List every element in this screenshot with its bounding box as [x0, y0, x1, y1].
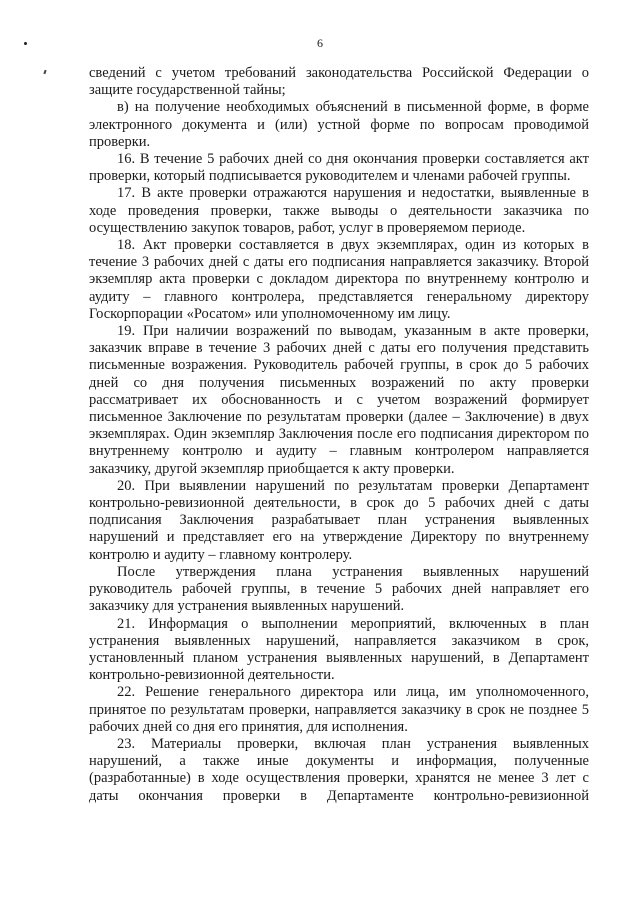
paragraph: 21. Информация о выполнении мероприятий, включенных в план устранения выявленных нарушений, направляется заказчиком в срок, установленный планом устранения выявленных нарушений, в Департамент контрольно-ревизионной деятельности. — [89, 615, 589, 684]
paragraph: в) на получение необходимых объяснений в письменной форме, в форме электронного документа и (или) устной форме по вопросам проводимой проверки. — [89, 99, 589, 150]
scan-speck — [43, 70, 46, 74]
paragraph: 20. При выявлении нарушений по результатам проверки Департамент контрольно-ревизионной деятельности, в срок до 5 рабочих дней с даты подписания Заключения разрабатывает план устранения выявленных нарушений и представляет его на утверждение Директору по внутреннему контролю и аудиту – главному контролеру. — [89, 477, 589, 563]
paragraph: 22. Решение генерального директора или лица, им уполномоченного, принятое по результатам проверки, направляется заказчику в срок не позднее 5 рабочих дней со дня его принятия, для исполнения. — [89, 684, 589, 735]
paragraph: 16. В течение 5 рабочих дней со дня окончания проверки составляется акт проверки, который подписывается руководителем и членами рабочей группы. — [89, 151, 589, 185]
document-body — [89, 65, 589, 805]
paragraph: 17. В акте проверки отражаются нарушения и недостатки, выявленные в ходе проведения проверки, также выводы о деятельности заказчика по осуществлению закупок товаров, работ, услуг в проверяемом периоде. — [89, 185, 589, 236]
page-number: 6 — [317, 36, 323, 50]
paragraph: сведений с учетом требований законодательства Российской Федерации о защите государственной тайны; — [89, 65, 589, 99]
paragraph: 23. Материалы проверки, включая план устранения выявленных нарушений, а также иные документы и информация, полученные (разработанные) в ходе осуществления проверки, хранятся не менее 3 лет с даты окончания проверки в Департаменте контрольно-ревизионной — [89, 735, 589, 804]
paragraph: После утверждения плана устранения выявленных нарушений руководитель рабочей группы, в течение 5 рабочих дней направляет его заказчику для устранения выявленных нарушений. — [89, 563, 589, 615]
paragraph: 19. При наличии возражений по выводам, указанным в акте проверки, заказчик вправе в течение 3 рабочих дней с даты его получения представить письменные возражения. Руководитель рабочей группы, в срок до 5 рабочих дней со дня получения письменных возражений по акту проверки рассматривает их обоснованность и с учетом возражений формирует письменное Заключение по результатам проверки (далее – Заключение) в двух экземплярах. Один экземпляр Заключения после его подписания директором по внутреннему контролю и аудиту – главным контролером направляется заказчику, другой экземпляр приобщается к акту проверки. — [89, 323, 589, 477]
paragraph: 18. Акт проверки составляется в двух экземплярах, один из которых в течение 3 рабочих дней с даты его подписания направляется заказчику. Второй экземпляр акта проверки с докладом директора по внутреннему контролю и аудиту – главного контролера, представляется генеральному директору Госкорпорации «Росатом» или уполномоченному им лицу. — [89, 237, 589, 322]
